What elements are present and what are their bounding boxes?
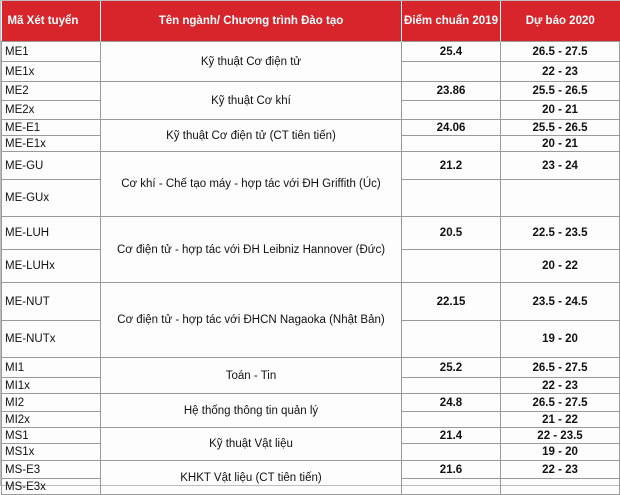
cell-code: ME-NUT xyxy=(2,283,101,321)
cell-program-name: Kỹ thuật Cơ điện tử (CT tiên tiến) xyxy=(101,120,402,152)
cell-score-2019: 21.6 xyxy=(402,461,501,479)
cell-score-2019: 21.4 xyxy=(402,428,501,444)
table-row xyxy=(2,120,620,136)
table-row xyxy=(2,217,620,250)
cell-forecast-2020: 22 - 23.5 xyxy=(501,428,620,444)
header-code: Mã Xét tuyển xyxy=(2,1,101,42)
cell-program-name: KHKT Vật liệu (CT tiên tiến) xyxy=(101,461,402,495)
header-program: Tên ngành/ Chương trình Đào tạo xyxy=(101,1,402,42)
cell-forecast-2020: 25.5 - 26.5 xyxy=(501,120,620,136)
table-row xyxy=(2,152,620,180)
cell-code: ME2 xyxy=(2,82,101,101)
cell-score-2019: 24.8 xyxy=(402,394,501,412)
cell-score-2019 xyxy=(402,412,501,428)
cell-forecast-2020: 21 - 22 xyxy=(501,412,620,428)
cell-code: ME1x xyxy=(2,62,101,82)
table-row xyxy=(2,283,620,321)
cell-score-2019: 22.15 xyxy=(402,283,501,321)
table-row xyxy=(2,428,620,444)
table-body xyxy=(2,42,620,495)
cell-score-2019 xyxy=(402,479,501,495)
cell-code: ME-LUHx xyxy=(2,250,101,283)
cell-program-name: Cơ điện tử - hợp tác với ĐH Leibniz Hannover (Đức) xyxy=(101,217,402,283)
cell-score-2019 xyxy=(402,444,501,461)
cell-code: ME-GUx xyxy=(2,180,101,217)
cell-score-2019 xyxy=(402,62,501,82)
cell-code: ME-LUH xyxy=(2,217,101,250)
cell-score-2019 xyxy=(402,101,501,120)
cell-forecast-2020: 20 - 21 xyxy=(501,136,620,152)
cell-code: ME-E1 xyxy=(2,120,101,136)
cell-code: MS1x xyxy=(2,444,101,461)
cell-program-name: Cơ khí - Chế tạo máy - hợp tác với ĐH Griffith (Úc) xyxy=(101,152,402,217)
cell-program-name: Hệ thống thông tin quản lý xyxy=(101,394,402,428)
cell-program-name: Toán - Tin xyxy=(101,358,402,394)
cell-forecast-2020: 22 - 23 xyxy=(501,461,620,479)
cell-score-2019: 24.06 xyxy=(402,120,501,136)
cell-score-2019 xyxy=(402,378,501,394)
admission-score-table xyxy=(1,1,620,495)
cell-score-2019: 23.86 xyxy=(402,82,501,101)
table-row xyxy=(2,358,620,378)
cell-program-name: Kỹ thuật Cơ khí xyxy=(101,82,402,120)
table-row xyxy=(2,394,620,412)
cell-forecast-2020: 19 - 20 xyxy=(501,321,620,358)
cell-forecast-2020: 26.5 - 27.5 xyxy=(501,358,620,378)
cell-forecast-2020: 23.5 - 24.5 xyxy=(501,283,620,321)
cell-code: ME-NUTx xyxy=(2,321,101,358)
cell-score-2019: 25.4 xyxy=(402,42,501,62)
cell-forecast-2020: 20 - 21 xyxy=(501,101,620,120)
cell-score-2019: 20.5 xyxy=(402,217,501,250)
table-header-row xyxy=(2,1,620,42)
cell-forecast-2020: 22.5 - 23.5 xyxy=(501,217,620,250)
cell-program-name: Cơ điện tử - hợp tác với ĐHCN Nagaoka (Nhật Bản) xyxy=(101,283,402,358)
cell-program-name: Kỹ thuật Cơ điện tử xyxy=(101,42,402,82)
header-score-2019: Điểm chuẩn 2019 xyxy=(402,1,501,42)
table-row xyxy=(2,42,620,62)
cell-forecast-2020: 26.5 - 27.5 xyxy=(501,394,620,412)
cell-forecast-2020: 19 - 20 xyxy=(501,444,620,461)
cell-score-2019 xyxy=(402,180,501,217)
cell-forecast-2020: 22 - 23 xyxy=(501,62,620,82)
table-row xyxy=(2,461,620,479)
cell-forecast-2020: 22 - 23 xyxy=(501,378,620,394)
cell-code: MI2 xyxy=(2,394,101,412)
cell-forecast-2020 xyxy=(501,180,620,217)
cell-forecast-2020: 20 - 22 xyxy=(501,250,620,283)
cell-code: ME2x xyxy=(2,101,101,120)
cell-code: ME1 xyxy=(2,42,101,62)
cell-forecast-2020: 23 - 24 xyxy=(501,152,620,180)
cell-forecast-2020: 26.5 - 27.5 xyxy=(501,42,620,62)
cell-score-2019: 25.2 xyxy=(402,358,501,378)
cell-forecast-2020: 25.5 - 26.5 xyxy=(501,82,620,101)
cell-score-2019 xyxy=(402,250,501,283)
cell-code: MS-E3x xyxy=(2,479,101,495)
table-row xyxy=(2,82,620,101)
cell-code: MI1 xyxy=(2,358,101,378)
cell-score-2019 xyxy=(402,321,501,358)
cell-score-2019 xyxy=(402,136,501,152)
cell-code: MI1x xyxy=(2,378,101,394)
cell-program-name: Kỹ thuật Vật liệu xyxy=(101,428,402,461)
cell-code: MS1 xyxy=(2,428,101,444)
header-forecast-2020: Dự báo 2020 xyxy=(501,1,620,42)
cell-forecast-2020 xyxy=(501,479,620,495)
cell-code: MS-E3 xyxy=(2,461,101,479)
cell-score-2019: 21.2 xyxy=(402,152,501,180)
cell-code: MI2x xyxy=(2,412,101,428)
cell-code: ME-GU xyxy=(2,152,101,180)
cell-code: ME-E1x xyxy=(2,136,101,152)
